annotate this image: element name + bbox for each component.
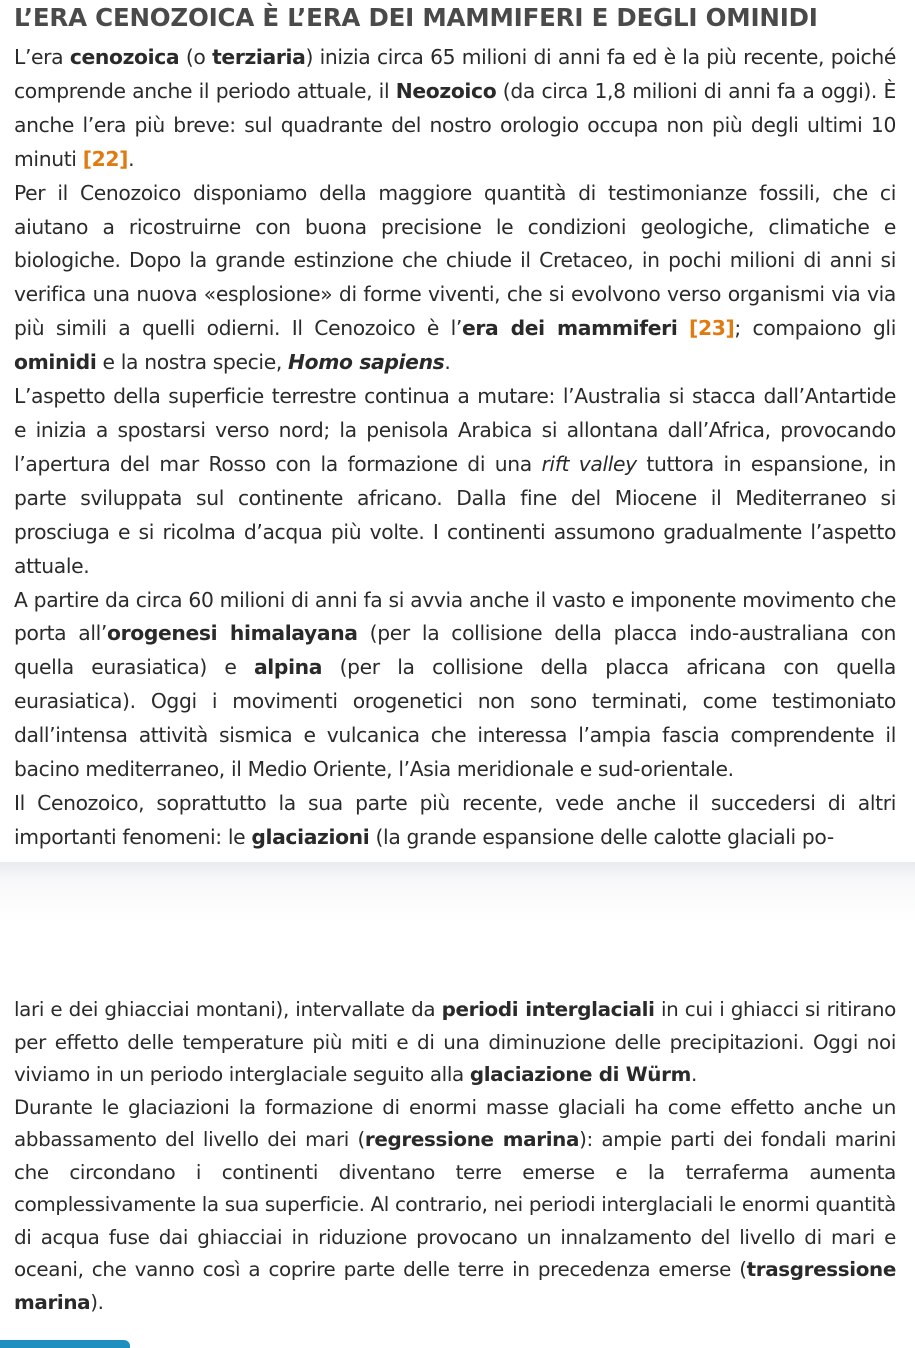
figure-reference-22[interactable]: [22] xyxy=(82,146,129,171)
text-column-top xyxy=(14,41,896,855)
paragraph-cenozoic-intro: L’era cenozoica (o terziaria) inizia circa 65 milioni di anni fa ed è la più recente, poiché comprende anche il periodo attuale, il Neozoico (da circa 1,8 milioni di anni fa a oggi). È anche l’era più breve: sul quadrante del nostro orologio occupa non più degli ultimi 10 minuti [22]. xyxy=(14,45,896,171)
paragraph-continents: L’aspetto della superficie terrestre continua a mutare: l’Australia si stacca dall’Antartide e inizia a spostarsi verso nord; la penisola Arabica si allontana dall’Africa, provocando l’apertura del mar Rosso con la formazione di una rift valley tuttora in espansione, in parte sviluppata sul continente africano. Dalla fine del Miocene il Mediterraneo si prosciuga e si ricolma d’acqua più volte. I continenti assumono gradualmente l’aspetto attuale. xyxy=(14,384,896,578)
paragraph-glaciations-end: lari e dei ghiacciai montani), intervallate da periodi interglaciali in cui i ghiacci si ritirano per effetto delle temperature più miti e di una diminuzione delle precipitazioni. Oggi noi viviamo in un periodo interglaciale seguito alla glaciazione di Würm. xyxy=(14,998,896,1086)
page-gap xyxy=(0,862,915,984)
section-title: L’ERA CENOZOICA È L’ERA DEI MAMMIFERI E DEGLI OMINIDI xyxy=(14,3,818,32)
footer-accent-bar xyxy=(0,1340,130,1348)
figure-reference-23[interactable]: [23] xyxy=(689,316,735,341)
paragraph-sea-level: Durante le glaciazioni la formazione di enormi masse glaciali ha come effetto anche un abbassamento del livello dei mari (regressione marina): ampie parti dei fondali marini che circondano i continenti diventano terre emerse e la terraferma aumenta complessivamente la sua superficie. Al contrario, nei periodi interglaciali le enormi quantità di acqua fuse dai ghiacciai in riduzione provocano un innalzamento del livello di mari e oceani, che vanno così a coprire parte delle terre in precedenza emerse (trasgressione marina). xyxy=(14,1095,897,1314)
paragraph-glaciations-start: Il Cenozoico, soprattutto la sua parte più recente, vede anche il succedersi di altri importanti fenomeni: le glaciazioni (la grande espansione delle calotte glaciali po- xyxy=(14,790,896,849)
paragraph-fossils-mammals: Per il Cenozoico disponiamo della maggiore quantità di testimonianze fossili, che ci aiutano a ricostruirne con buona precisione le condizioni geologiche, climatiche e biologiche. Dopo la grande estinzione che chiude il Cretaceo, in pochi milioni di anni si verifica una nuova «esplosione» di forme viventi, che si evolvono verso organismi via via più simili a quelli odierni. Il Cenozoico è l’era dei mammiferi [23]; compaiono gli ominidi e la nostra specie, Homo sapiens. xyxy=(14,180,896,375)
paragraph-orogenesis: A partire da circa 60 milioni di anni fa si avvia anche il vasto e imponente movimento che porta all’orogenesi himalayana (per la collisione della placca indo-australiana con quella eurasiatica) e alpina (per la collisione della placca africana con quella eurasiatica). Oggi i movimenti orogenetici non sono terminati, come testimoniato dall’intensa attività sismica e vulcanica che interessa l’ampia fascia comprendente il bacino mediterraneo, il Medio Oriente, l’Asia meridionale e sud-orientale. xyxy=(14,587,897,782)
text-column-bottom xyxy=(14,994,896,1319)
